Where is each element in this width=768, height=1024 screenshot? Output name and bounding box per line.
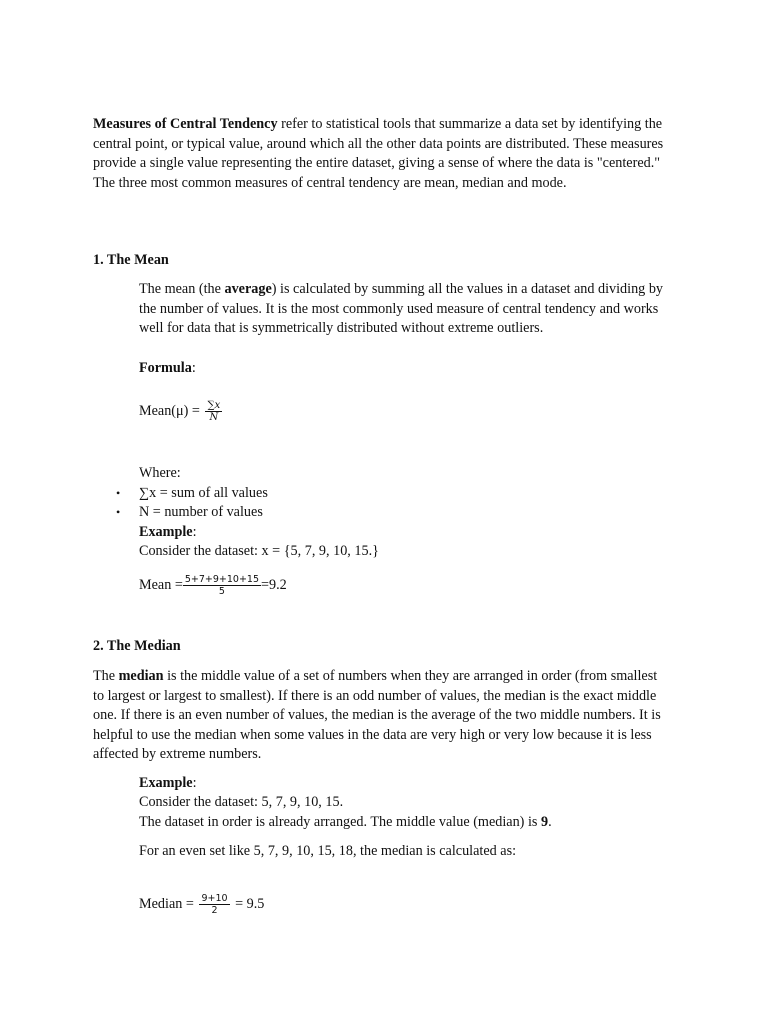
median-desc-bold: median <box>118 668 164 684</box>
mean-description <box>139 280 664 339</box>
median-ordered-line <box>139 813 552 833</box>
mean-example-dataset: Consider the dataset: x = {5, 7, 9, 10, 15.} <box>139 543 379 559</box>
where-label: Where: <box>139 465 181 481</box>
median-ordered-text: The dataset in order is already arranged. The middle value (median) is <box>139 814 541 830</box>
median-example-label <box>139 774 197 794</box>
median-even-text: For an even set like 5, 7, 9, 10, 15, 18, the median is calculated as: <box>139 843 517 859</box>
mean-example-numerator: 5+7+9+10+15 <box>184 573 260 585</box>
median-formula <box>139 891 264 917</box>
median-formula-lhs: Median = <box>139 896 198 912</box>
mean-desc-start: The mean (the <box>139 281 225 297</box>
intro-text: refer to statistical tools that summarize a data set by identifying the central point, or typical value, around which all the other data points are distributed. These measures provide a single value representing the entire dataset, giving a sense of where the data is "centered." The three most common measures of central tendency are mean, median and mode. <box>93 116 664 191</box>
median-desc-end: is the middle value of a set of numbers when they are arranged in order (from smallest to largest or largest to smallest). If there is an odd number of values, the median is the exact middle one. If there is an even number of values, the median is the average of the two middle numbers. It is helpful to use the median when some values in the data are very high or very low because it is less affected by extreme numbers. <box>93 668 661 763</box>
bullet-sum: ∑x = sum of all values <box>139 485 268 501</box>
median-ordered-period: . <box>548 814 552 830</box>
mean-formula-denominator: N <box>209 411 219 423</box>
mean-example-label <box>139 523 197 543</box>
median-formula-denominator: 2 <box>211 904 218 916</box>
median-example-label-text: Example <box>139 775 193 791</box>
mean-example-lhs: Mean = <box>139 577 183 593</box>
median-heading: 2. The Median <box>93 638 181 654</box>
mean-formula-lhs: Mean(μ) = <box>139 403 204 419</box>
median-formula-rhs: = 9.5 <box>231 896 265 912</box>
intro-term: Measures of Central Tendency <box>93 116 278 132</box>
mean-example-fraction <box>183 574 261 598</box>
mean-formula-fraction <box>205 400 222 424</box>
bullet-marker-2: • <box>116 505 121 519</box>
formula-label: Formula <box>139 360 192 376</box>
formula-colon: : <box>191 360 196 376</box>
example-colon: : <box>192 524 197 540</box>
example-label: Example <box>139 524 193 540</box>
median-example-colon: : <box>192 775 197 791</box>
mean-example-formula <box>139 572 287 598</box>
mean-heading: 1. The Mean <box>93 252 169 268</box>
mean-example-denominator: 5 <box>218 585 225 597</box>
mean-desc-bold: average <box>224 281 272 297</box>
median-desc-start: The <box>93 668 119 684</box>
mean-example-rhs: =9.2 <box>261 577 287 593</box>
mean-formula-numerator: ∑x <box>207 399 221 411</box>
mean-formula-label <box>139 359 196 379</box>
bullet-count: N = number of values <box>139 504 263 520</box>
bullet-marker-1: • <box>116 486 121 500</box>
median-example-dataset: Consider the dataset: 5, 7, 9, 10, 15. <box>139 794 344 810</box>
median-formula-fraction <box>199 893 229 917</box>
mean-desc-end: ) is calculated by summing all the values in a dataset and dividing by the number of values. It is the most commonly used measure of central tendency and works well for data that is symmetrically distributed without extreme outliers. <box>139 281 664 337</box>
median-ordered-value: 9 <box>540 814 549 830</box>
median-formula-numerator: 9+10 <box>201 892 228 904</box>
mean-formula <box>139 398 224 424</box>
median-description <box>93 667 668 765</box>
intro-paragraph <box>93 115 673 193</box>
